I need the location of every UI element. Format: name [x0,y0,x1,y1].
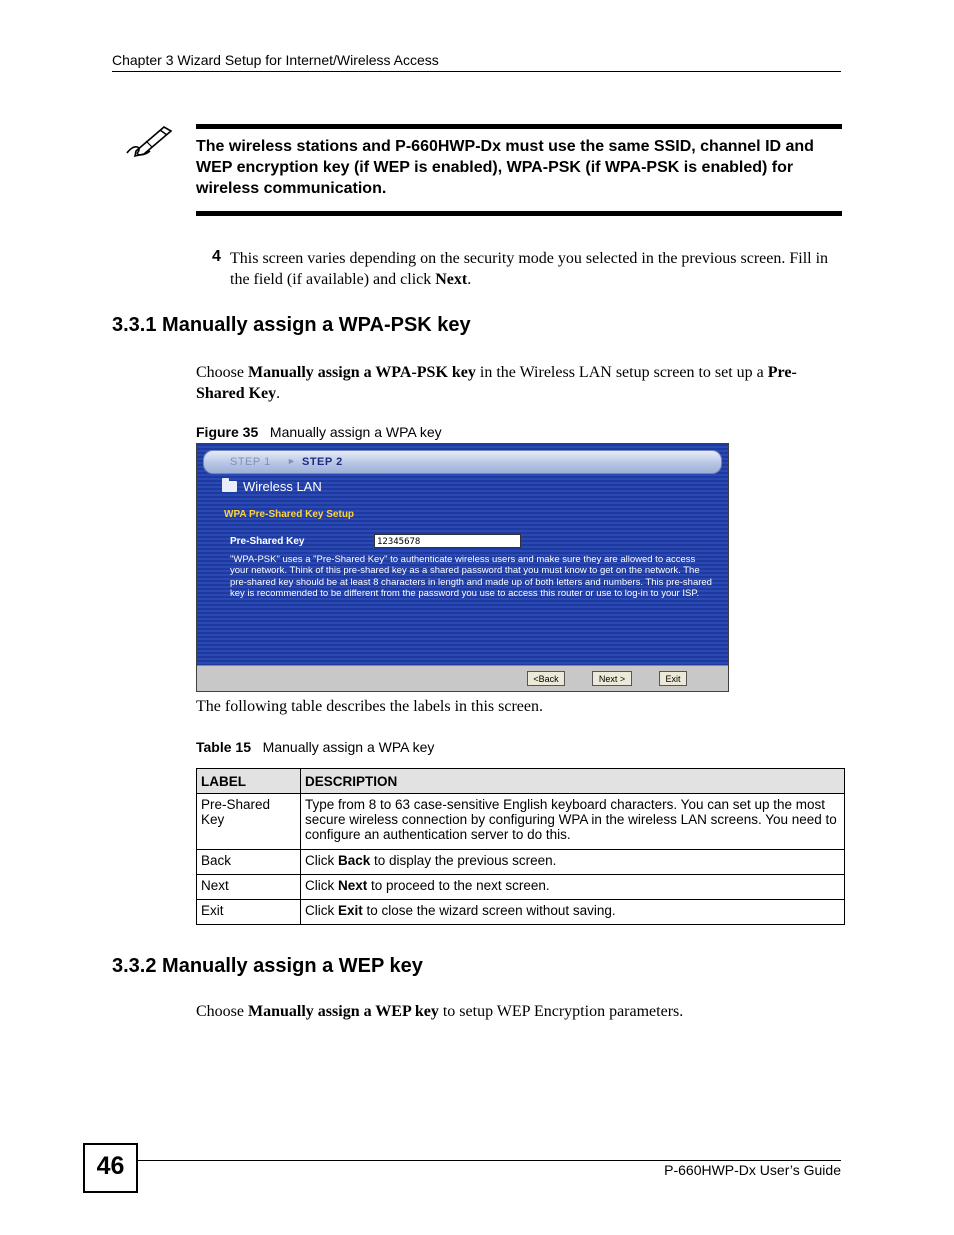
note-pencil-icon [124,121,174,161]
table-cell-description: Type from 8 to 63 case-sensitive English keyboard characters. You can set up the most secure wireless connection by configuring WPA in the wireless LAN screens. You need to configure an authentication server to do this. [301,794,845,850]
section2-paragraph: Choose Manually assign a WEP key to setup WEP Encryption parameters. [196,1003,684,1020]
table-header-label: LABEL [197,769,301,794]
back-button[interactable]: <Back [527,671,565,686]
table-cell-label: Pre-Shared Key [197,794,301,850]
figure-caption: Figure 35 Manually assign a WPA key [196,424,442,440]
table-cell-description: Click Exit to close the wizard screen without saving. [301,900,845,925]
step-number: 4 [212,248,221,265]
step-bar [203,450,722,474]
running-header: Chapter 3 Wizard Setup for Internet/Wireless Access [112,52,439,68]
section1-paragraph: Choose Manually assign a WPA-PSK key in the Wireless LAN setup screen to set up a Pre-Shared Key. [196,364,797,402]
table-row [197,794,845,850]
page-number: 46 [96,1152,125,1180]
table-cell-description: Click Back to display the previous screen. [301,850,845,875]
table-cell-label: Exit [197,900,301,925]
step-1-label: STEP 1 [230,456,271,468]
psk-description: "WPA-PSK" uses a "Pre-Shared Key" to authenticate wireless users and make sure they are allowed to access your network. Think of this pre-shared key as a shared password that you must know to get on the network. The pre-shared key should be at least 8 characters in length and made up of both letters and numbers. This pre-shared key is recommended to be different from the password you use to access this router or use to log-in to your ISP. [230,554,712,599]
table-cell-label: Back [197,850,301,875]
folder-icon [222,481,237,492]
psk-label: Pre-Shared Key [230,536,305,547]
header-rule [112,71,841,72]
psk-input[interactable]: 12345678 [374,534,521,548]
table-row [197,900,845,925]
exit-button[interactable]: Exit [659,671,687,686]
step-text: This screen varies depending on the security mode you selected in the previous screen. Fill in the field (if available) and click Next. [230,250,829,288]
note-bar-top [196,124,842,129]
screen-title: Wireless LAN [243,479,322,494]
table-caption: Table 15 Manually assign a WPA key [196,739,435,755]
section-heading-3-3-2: 3.3.2 Manually assign a WEP key [112,955,423,977]
note-text: The wireless stations and P-660HWP-Dx must use the same SSID, channel ID and WEP encryption key (if WEP is enabled), WPA-PSK (if WPA-PSK is enabled) for wireless communication. [196,138,814,197]
table-cell-description: Click Next to proceed to the next screen. [301,875,845,900]
table-cell-label: Next [197,875,301,900]
table-row [197,850,845,875]
step-2-label: STEP 2 [302,456,343,468]
note-bar-bottom [196,211,842,216]
labels-table [196,768,845,925]
following-text: The following table describes the labels in this screen. [196,698,544,715]
section-heading-3-3-1: 3.3.1 Manually assign a WPA-PSK key [112,314,471,336]
table-row [197,875,845,900]
step-arrow-icon: ► [287,456,296,466]
wizard-screenshot [196,443,729,692]
running-footer: P-660HWP-Dx User’s Guide [664,1162,841,1178]
table-header-description: DESCRIPTION [301,769,845,794]
wizard-footer [197,665,728,692]
footer-rule [138,1160,841,1161]
next-button[interactable]: Next > [592,671,632,686]
table-header-row [197,769,845,794]
section-title: WPA Pre-Shared Key Setup [224,509,355,520]
